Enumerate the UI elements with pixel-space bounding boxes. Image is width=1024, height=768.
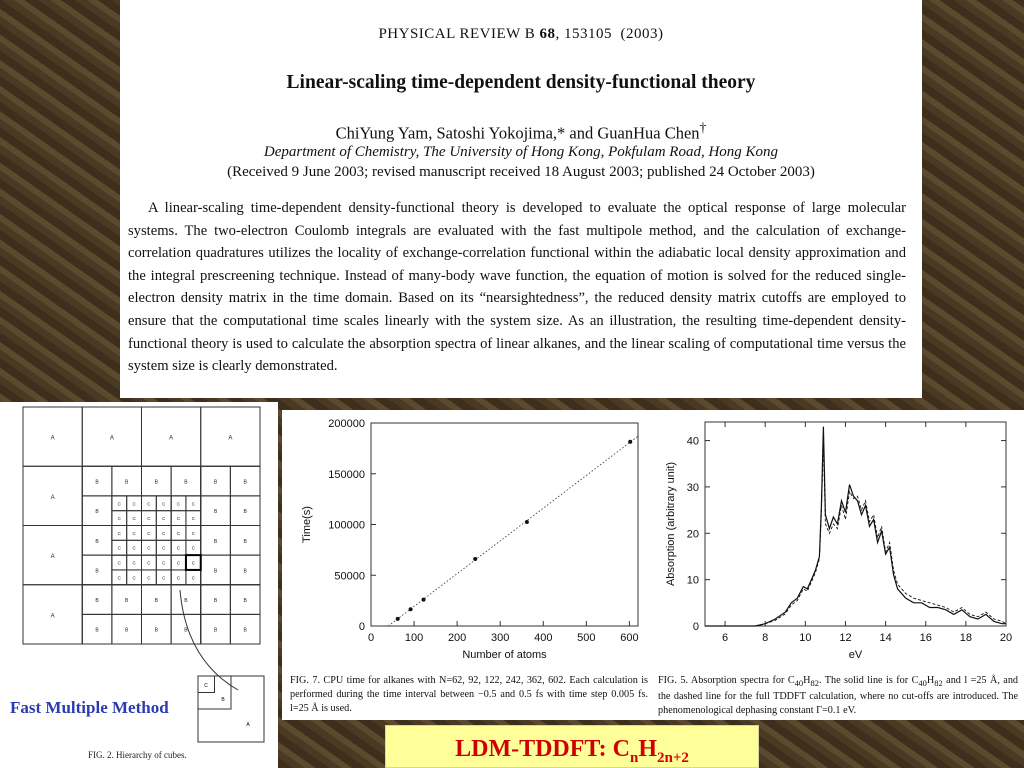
ldm-prefix: LDM-TDDFT: C [455,736,630,762]
received-dates: (Received 9 June 2003; revised manuscript received 18 August 2003; published 24 October 2003) [227,164,815,180]
cube-b-label: B [154,479,158,486]
cube-c-label: C [147,516,151,522]
cube-c-label: C [191,530,195,536]
cube-c-label: C [191,575,195,581]
x-tick-label: 300 [491,632,510,644]
journal-name: PHYSICAL REVIEW B [378,26,536,42]
molecule-c-2: C [911,675,919,686]
ldm-tddft-title [385,725,759,768]
x-tick-label: 12 [839,632,852,644]
x-tick-label: 200 [447,632,467,644]
cube-b-label: B [243,509,247,516]
cube-a-label: A [109,435,114,442]
cube-b-label: B [184,479,188,486]
cube-c-label: C [162,501,166,507]
cube-b-label: B [125,598,129,605]
molecule-h: H [803,675,811,686]
data-point [628,440,632,444]
cube-b-label: B [213,538,218,545]
absorption-caption [658,674,1018,718]
cube-c-label: C [132,501,136,507]
ldm-h: H [638,736,657,762]
x-tick-label: 14 [879,632,892,644]
cube-b-label: B [213,568,218,575]
cube-b-label: B [243,538,247,545]
molecule-c-sub-2: 40 [918,678,927,689]
cpu-time-caption: FIG. 7. CPU time for alkanes with N=62, 92, 122, 242, 362, 602. Each calculation is performed during the time interval between −0.5 and 0.5 fs with time step 0.005 fs. l=25 Å is used. [290,675,648,714]
cube-a-label: A [50,494,55,501]
cube-c-label: C [117,575,121,581]
cube-c-label: C [117,545,121,551]
x-tick-label: 8 [762,632,769,644]
x-tick-label: 10 [799,632,812,644]
leader-line [180,590,238,690]
cube-b-label: B [95,538,99,545]
ldm-sub-n: n [629,749,639,766]
affiliation: Department of Chemistry, The University of Hong Kong, Pokfulam Road, Hong Kong [263,144,779,160]
caption-mid: . The solid line is for [818,675,912,686]
cube-b-label: B [154,598,158,605]
x-tick-label: 16 [919,632,932,644]
data-point [525,520,529,524]
plot-frame [705,422,1006,626]
cube-b-label: B [213,627,218,634]
y-tick-label: 100000 [328,519,365,532]
cube-c-label: C [132,530,136,536]
cube-a-label: A [169,435,174,442]
ldm-title-text [455,736,689,766]
cube-b-label: B [125,479,129,486]
molecule-h-sub-2: 82 [934,678,943,689]
cube-c-label: C [147,575,151,581]
cube-b-label: B [243,627,247,634]
journal-year: (2003) [620,26,664,42]
cubes-caption: FIG. 2. Hierarchy of cubes. [88,750,187,760]
cube-b-label: B [95,568,99,575]
molecule-c-sub: 40 [794,678,804,689]
y-tick-label: 150000 [328,468,365,481]
cube-b-label: B [95,598,99,605]
y-tick-label: 40 [686,435,699,448]
x-tick-label: 400 [534,632,553,644]
paper-title: Linear-scaling time-dependent density-functional theory [286,72,756,93]
cube-c-label: C [191,516,195,522]
cube-c-label: C [147,545,151,551]
caption-pre: FIG. 5. Absorption spectra for [658,675,788,686]
cube-b-label: B [213,509,218,516]
cube-a-label: A [228,435,233,442]
cube-a-label: A [50,613,55,620]
inset-c-label: C [204,683,208,689]
dashed-spectrum-line [705,441,1006,627]
fast-multiple-method-label: Fast Multiple Method [10,698,169,717]
cube-c-label: C [147,501,151,507]
solid-spectrum-line [705,427,1006,626]
data-point [422,598,426,602]
y-tick-label: 10 [686,574,699,587]
data-point [396,617,400,621]
x-tick-label: 100 [404,632,424,644]
author-line [120,120,922,144]
cube-c-label: C [132,516,136,522]
inset-b-label: B [221,697,225,703]
data-point [473,557,477,561]
cube-b-label: B [95,509,99,516]
journal-volume: 68 [539,26,556,42]
molecule-h-sub: 82 [810,678,819,689]
x-tick-label: 0 [367,632,375,644]
cube-b-label: B [213,598,218,605]
cube-a-label: A [50,435,55,442]
inset-a-label: A [246,722,250,728]
cube-c-label: C [132,545,136,551]
cube-a-label: A [50,554,55,561]
cube-b-label: B [154,627,158,634]
x-tick-label: 500 [577,632,596,644]
cube-b-label: B [243,568,247,575]
author-mark: † [699,120,707,135]
cube-b-label: B [95,627,99,634]
y-tick-label: 30 [686,481,699,494]
x-tick-label: 600 [620,632,639,644]
journal-line: PHYSICAL REVIEW B 68, 153105 (2003) [378,26,664,42]
cube-c-label: C [162,575,166,581]
y-tick-label: 200000 [328,418,365,430]
y-axis-label: Time(s) [301,506,313,543]
cube-b-label: B [184,598,188,605]
cube-b-label: B [243,598,247,605]
cube-b-label: B [213,479,218,486]
cube-c-label: C [162,530,166,536]
x-tick-label: 20 [999,632,1013,644]
y-tick-label: 50000 [334,570,365,583]
cube-c-label: C [147,560,151,566]
article-page: 153105 [564,26,613,42]
abstract: A linear-scaling time-dependent density-functional theory is developed to evaluate the optical response of large molecular systems. The two-electron Coulomb integrals are evaluated with the fast multipole method, and the calculation of exchange-correlation quadratures utilizes the locality of exchange-correlation functional within the adiabatic local density approximation and the integral prescreening technique. Instead of many-body wave function, the equation of motion is solved for the reduced single-electron density matrix in the time domain. Based on its “nearsightedness”, the reduced density matrix cutoffs are employed to ensure that the computational time scales linearly with the system size. As an illustration, the resulting time-dependent density-functional theory is used to calculate the absorption spectra of linear alkanes, and the linear scaling of computational time versus the system size is clearly demonstrated. [128,200,906,375]
y-axis-label: Absorption (arbitrary unit) [665,461,677,587]
cube-c-label: C [117,516,121,522]
cube-c-label: C [176,575,181,581]
cube-c-label: C [176,545,181,551]
cube-c-label: C [132,560,136,566]
molecule-h-2: H [926,675,935,686]
x-tick-label: 18 [959,632,972,644]
cube-c-label: C [176,501,181,507]
x-axis-label: Number of atoms [462,649,547,661]
cube-b-label: B [184,627,188,634]
plot-frame [371,423,638,626]
paper-header [120,0,922,398]
data-point [409,607,413,611]
y-tick-label: 20 [686,528,699,541]
ldm-sub-h: 2n+2 [657,749,689,766]
linear-fit-line [388,436,638,626]
cube-c-label: C [162,545,166,551]
cube-c-label: C [162,560,166,566]
cube-c-label: C [176,530,181,536]
cube-b-label: B [95,479,99,486]
cube-c-label: C [162,516,166,522]
cube-c-label: C [117,501,121,507]
cube-c-label: C [191,560,195,566]
cube-c-label: C [132,575,136,581]
x-axis-label: eV [848,649,863,661]
cube-b-label: B [243,479,247,486]
cube-b-label: B [125,627,129,634]
cube-c-label: C [176,516,181,522]
caption-post: and l =25 Å, and the dashed line for the full TDDFT calculation, where no cut-offs are introduced. The phenomenological dephasing constant Γ=0.1 eV. [658,675,1019,717]
cube-c-label: C [191,545,195,551]
x-tick-label: 6 [722,632,729,644]
molecule-c: C [787,675,795,686]
cube-c-label: C [147,530,151,536]
cube-c-label: C [117,560,121,566]
cube-c-label: C [176,560,181,566]
paper-authors: ChiYung Yam, Satoshi Yokojima,* and GuanHua Chen [335,123,700,143]
cube-c-label: C [117,530,121,536]
y-tick-label: 0 [692,621,699,633]
cube-c-label: C [191,501,195,507]
y-tick-label: 0 [358,621,365,633]
